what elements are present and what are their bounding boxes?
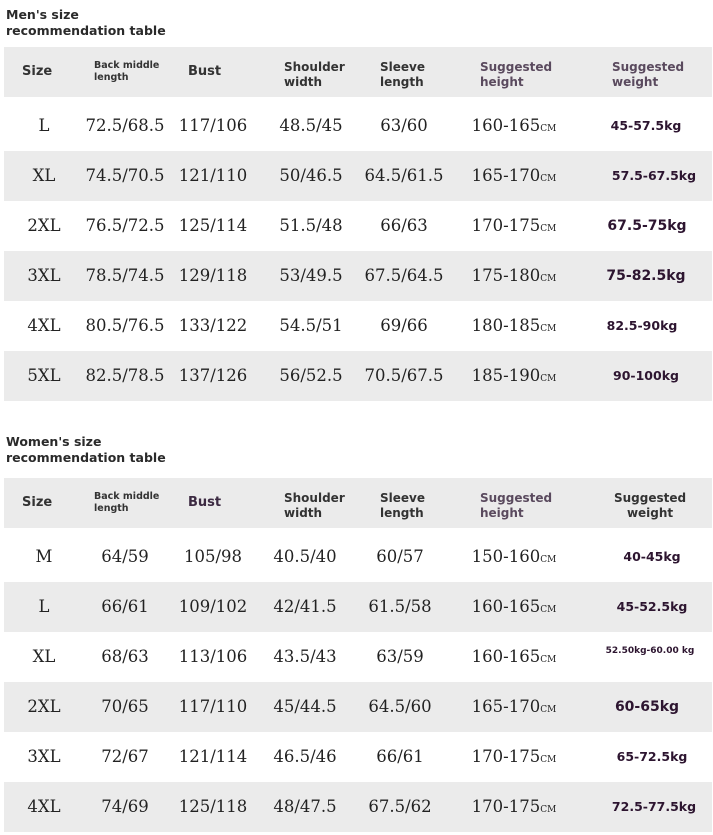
height-cell: 170-175CM [471, 216, 557, 235]
height-cell: 175-180CM [471, 266, 557, 285]
table-row [4, 732, 712, 782]
women-title-line2: recommendation table [6, 450, 166, 465]
back-cell: 72/67 [101, 747, 149, 766]
sleeve-cell: 63/60 [380, 116, 428, 135]
shoulder-cell: 46.5/46 [273, 747, 337, 766]
women-table-title [6, 434, 306, 466]
height-cell: 170-175CM [471, 747, 557, 766]
weight-cell: 40-45kg [623, 549, 681, 564]
size-cell: 2XL [27, 697, 61, 716]
shoulder-cell: 40.5/40 [273, 547, 337, 566]
shoulder-cell: 43.5/43 [273, 647, 337, 666]
sleeve-cell: 64.5/60 [368, 697, 432, 716]
table-row [4, 532, 712, 582]
bust-cell: 105/98 [183, 547, 243, 566]
bust-cell: 113/106 [178, 647, 248, 666]
header-back-middle-length: Back middle length [94, 491, 160, 514]
header-sleeve-length: Sleeve length [380, 60, 425, 89]
height-cell: 160-165CM [471, 597, 557, 616]
back-cell: 80.5/76.5 [85, 316, 165, 335]
table-row [4, 632, 712, 682]
weight-cell: 60-65kg [614, 699, 680, 715]
table-row [4, 301, 712, 351]
back-cell: 68/63 [101, 647, 149, 666]
height-cell: 165-170CM [471, 697, 557, 716]
header-back-middle-length: Back middle length [94, 60, 160, 83]
size-cell: L [38, 597, 50, 616]
weight-cell: 57.5-67.5kg [611, 168, 697, 183]
size-cell: 4XL [27, 797, 61, 816]
bust-cell: 117/106 [178, 116, 248, 135]
table-row [4, 682, 712, 732]
sleeve-cell: 66/61 [376, 747, 424, 766]
header-suggested-height: Suggested height [480, 60, 553, 89]
back-cell: 82.5/78.5 [85, 366, 165, 385]
shoulder-cell: 48/47.5 [273, 797, 337, 816]
sleeve-cell: 69/66 [380, 316, 428, 335]
header-suggested-weight: Suggested weight [614, 491, 687, 520]
bust-cell: 133/122 [178, 316, 248, 335]
shoulder-cell: 42/41.5 [273, 597, 337, 616]
men-header-row [4, 47, 712, 97]
table-row [4, 351, 712, 401]
header-shoulder-width: Shoulder width [284, 491, 345, 520]
size-cell: XL [32, 647, 56, 666]
bust-cell: 117/110 [178, 697, 248, 716]
men-title-line1: Men's size [6, 7, 79, 22]
height-cell: 165-170CM [471, 166, 557, 185]
weight-cell: 90-100kg [613, 368, 679, 383]
size-cell: 3XL [27, 266, 61, 285]
weight-cell: 82.5-90kg [606, 318, 678, 333]
bust-cell: 121/110 [178, 166, 248, 185]
back-cell: 66/61 [101, 597, 149, 616]
back-cell: 74.5/70.5 [85, 166, 165, 185]
size-cell: 3XL [27, 747, 61, 766]
shoulder-cell: 56/52.5 [279, 366, 343, 385]
sleeve-cell: 60/57 [376, 547, 424, 566]
shoulder-cell: 48.5/45 [279, 116, 343, 135]
bust-cell: 121/114 [178, 747, 248, 766]
size-cell: XL [32, 166, 56, 185]
table-row [4, 782, 712, 832]
weight-cell: 67.5-75kg [607, 218, 687, 234]
header-shoulder-width: Shoulder width [284, 60, 345, 89]
height-cell: 170-175CM [471, 797, 557, 816]
header-suggested-weight: Suggested weight [612, 60, 685, 89]
table-row [4, 101, 712, 151]
shoulder-cell: 54.5/51 [279, 316, 343, 335]
bust-cell: 125/118 [178, 797, 248, 816]
height-cell: 160-165CM [471, 647, 557, 666]
height-cell: 180-185CM [471, 316, 557, 335]
weight-cell: 72.5-77.5kg [611, 799, 697, 814]
back-cell: 76.5/72.5 [85, 216, 165, 235]
sleeve-cell: 67.5/64.5 [364, 266, 444, 285]
men-title-line2: recommendation table [6, 23, 166, 38]
women-title-line1: Women's size [6, 434, 102, 449]
back-cell: 78.5/74.5 [85, 266, 165, 285]
shoulder-cell: 53/49.5 [279, 266, 343, 285]
weight-cell: 65-72.5kg [616, 749, 688, 764]
header-bust: Bust [188, 64, 222, 79]
sleeve-cell: 64.5/61.5 [364, 166, 444, 185]
size-cell: 5XL [27, 366, 61, 385]
sleeve-cell: 70.5/67.5 [364, 366, 444, 385]
sleeve-cell: 66/63 [380, 216, 428, 235]
height-cell: 185-190CM [471, 366, 557, 385]
size-cell: 2XL [27, 216, 61, 235]
header-bust: Bust [188, 495, 222, 510]
back-cell: 74/69 [101, 797, 149, 816]
header-size: Size [22, 495, 53, 510]
weight-cell: 45-57.5kg [610, 118, 682, 133]
height-cell: 150-160CM [471, 547, 557, 566]
men-table-title [6, 7, 306, 39]
back-cell: 64/59 [101, 547, 149, 566]
header-size: Size [22, 64, 53, 79]
table-row [4, 582, 712, 632]
size-cell: 4XL [27, 316, 61, 335]
sleeve-cell: 61.5/58 [368, 597, 432, 616]
table-row [4, 151, 712, 201]
shoulder-cell: 45/44.5 [273, 697, 337, 716]
weight-cell: 52.50kg-60.00 kg [605, 646, 695, 656]
table-row [4, 201, 712, 251]
header-suggested-height: Suggested height [480, 491, 553, 520]
height-cell: 160-165CM [471, 116, 557, 135]
women-header-row [4, 478, 712, 528]
shoulder-cell: 50/46.5 [279, 166, 343, 185]
size-cell: M [35, 547, 53, 566]
back-cell: 70/65 [101, 697, 149, 716]
bust-cell: 125/114 [178, 216, 248, 235]
table-row [4, 251, 712, 301]
bust-cell: 129/118 [178, 266, 248, 285]
header-sleeve-length: Sleeve length [380, 491, 425, 520]
weight-cell: 75-82.5kg [606, 268, 686, 284]
back-cell: 72.5/68.5 [85, 116, 165, 135]
sleeve-cell: 63/59 [376, 647, 424, 666]
weight-cell: 45-52.5kg [616, 599, 688, 614]
shoulder-cell: 51.5/48 [279, 216, 343, 235]
sleeve-cell: 67.5/62 [368, 797, 432, 816]
bust-cell: 109/102 [178, 597, 248, 616]
size-cell: L [38, 116, 50, 135]
bust-cell: 137/126 [178, 366, 248, 385]
